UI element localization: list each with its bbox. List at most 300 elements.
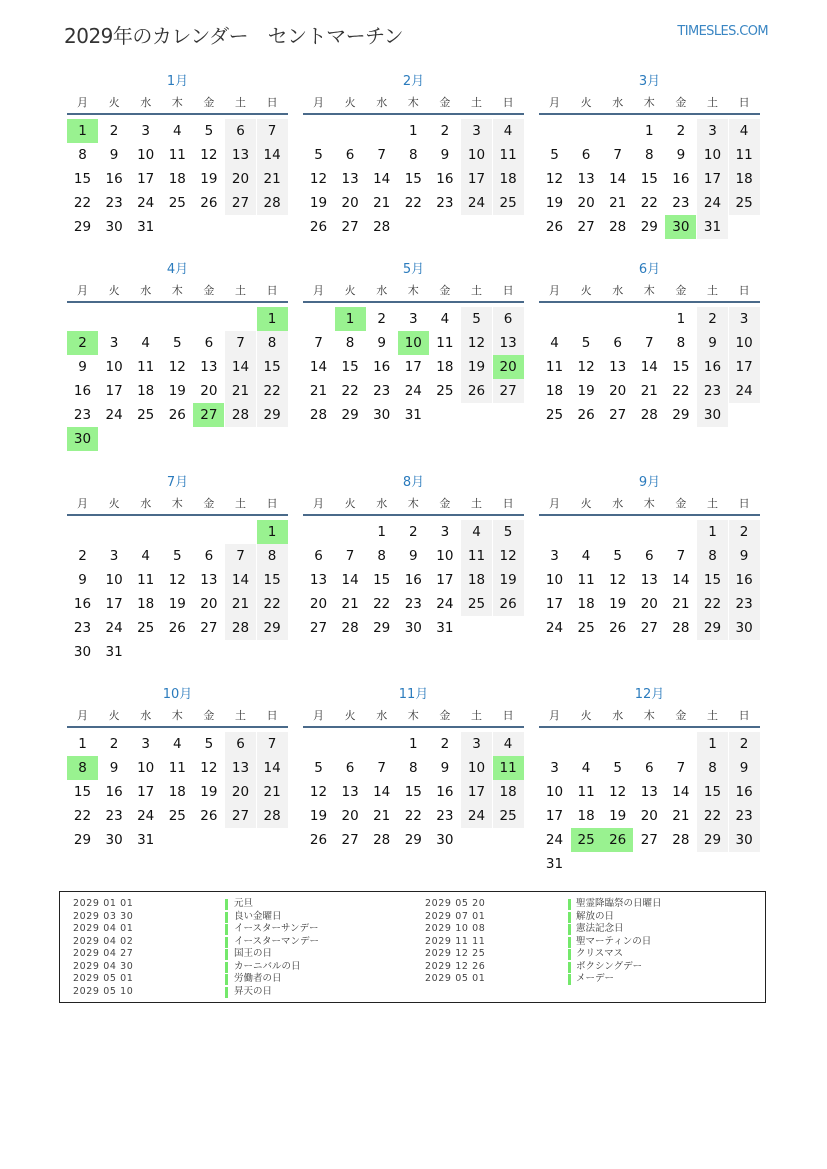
holiday-name: イースターマンデー: [234, 935, 320, 947]
day-cell: 3: [550, 548, 559, 564]
day-cell: 5: [173, 335, 182, 351]
day-cell: 19: [545, 195, 564, 211]
day-cell: 23: [729, 804, 760, 828]
holiday-marker: [225, 899, 228, 910]
day-cell: 27: [640, 620, 658, 636]
day-cell: 30: [105, 219, 123, 235]
day-cell: 18: [545, 383, 564, 399]
day-cell: 21: [373, 195, 391, 211]
holiday-date: 2029 04 01: [73, 923, 134, 934]
day-cell: 4: [141, 548, 150, 564]
day-cell: 19: [200, 784, 218, 800]
holiday-name: ボクシングデー: [576, 960, 643, 972]
day-cell: 4: [461, 520, 492, 544]
day-cell: 8: [377, 548, 386, 564]
day-cell: 8: [645, 147, 654, 163]
holiday-date: 2029 05 20: [425, 898, 486, 909]
weekday-label: 日: [266, 284, 278, 297]
weekday-label: 日: [502, 96, 514, 109]
day-cell: 15: [73, 784, 92, 800]
day-cell: 25: [461, 592, 492, 616]
weekday-label: 日: [738, 284, 750, 297]
day-cell: 27: [225, 191, 256, 215]
day-cell: 23: [73, 407, 92, 423]
holiday-date: 2029 01 01: [73, 898, 134, 909]
day-cell: 20: [200, 383, 218, 399]
day-cell: 17: [729, 355, 760, 379]
day-cell: 6: [613, 335, 622, 351]
day-cell: 4: [440, 311, 450, 327]
holiday-marker: [568, 949, 571, 960]
day-cell: 30: [404, 620, 422, 636]
weekday-label: 水: [376, 284, 388, 297]
weekday-label: 水: [140, 96, 152, 109]
day-cell: 25: [545, 407, 564, 423]
header-rule: [303, 726, 524, 728]
day-cell: 20: [640, 808, 658, 824]
weekday-label: 土: [471, 497, 482, 510]
holiday-date: 2029 04 02: [73, 935, 134, 947]
day-cell: 14: [640, 359, 658, 375]
day-cell: 5: [550, 147, 559, 163]
day-cell: 21: [341, 596, 359, 612]
month-name: 4月: [166, 262, 189, 277]
day-cell: 21: [609, 195, 627, 211]
day-cell: 29: [697, 828, 728, 852]
day-cell: 20: [309, 596, 328, 612]
day-cell: 30: [697, 403, 728, 427]
day-cell: 30: [729, 616, 760, 640]
weekday-label: 月: [549, 709, 560, 722]
day-cell: 3: [109, 548, 119, 564]
day-cell: 12: [461, 331, 492, 355]
day-cell: 5: [314, 147, 323, 163]
weekday-label: 水: [612, 497, 624, 510]
holiday-marker: [225, 937, 228, 948]
site-link[interactable]: TIMESLES.COM: [677, 24, 768, 39]
day-cell: 3: [697, 119, 728, 143]
day-cell: 25: [168, 808, 186, 824]
day-cell: 28: [225, 403, 256, 427]
day-cell: 2: [697, 307, 728, 331]
day-cell: 26: [200, 195, 218, 211]
day-cell: 1: [697, 520, 728, 544]
weekday-header: [539, 283, 760, 299]
month-name: 6月: [638, 262, 661, 277]
weekday-label: 金: [675, 709, 687, 722]
holiday-day-cell: 1: [257, 520, 288, 544]
day-cell: 5: [314, 760, 323, 776]
day-cell: 8: [409, 760, 418, 776]
weekday-header: [303, 283, 524, 299]
day-cell: 1: [78, 736, 87, 752]
day-cell: 14: [309, 359, 328, 375]
weekday-label: 月: [549, 96, 560, 109]
holiday-name: カーニバルの日: [234, 960, 301, 972]
day-cell: 20: [609, 383, 627, 399]
day-cell: 18: [168, 784, 186, 800]
weekday-label: 金: [675, 96, 687, 109]
day-cell: 22: [672, 383, 690, 399]
day-cell: 19: [609, 596, 627, 612]
day-cell: 19: [168, 383, 186, 399]
day-cell: 31: [436, 620, 454, 636]
day-cell: 10: [105, 359, 123, 375]
weekday-label: 日: [738, 709, 750, 722]
day-cell: 6: [204, 335, 214, 351]
header-rule: [67, 113, 288, 115]
day-cell: 25: [577, 620, 595, 636]
day-cell: 14: [225, 355, 256, 379]
day-cell: 17: [137, 171, 155, 187]
day-cell: 9: [676, 147, 686, 163]
day-cell: 18: [168, 171, 186, 187]
day-cell: 15: [404, 784, 422, 800]
weekday-label: 火: [108, 497, 120, 510]
day-cell: 23: [672, 195, 690, 211]
day-cell: 29: [73, 832, 92, 848]
day-cell: 10: [461, 143, 492, 167]
day-cell: 20: [640, 596, 658, 612]
day-cell: 18: [729, 167, 760, 191]
day-cell: 5: [204, 736, 214, 752]
day-cell: 25: [729, 191, 760, 215]
day-cell: 15: [257, 568, 288, 592]
day-cell: 28: [373, 219, 391, 235]
day-cell: 21: [257, 167, 288, 191]
holiday-marker: [568, 937, 571, 948]
weekday-label: 土: [707, 709, 718, 722]
day-cell: 22: [640, 195, 658, 211]
weekday-label: 月: [313, 96, 324, 109]
day-cell: 19: [168, 596, 186, 612]
day-cell: 2: [729, 520, 760, 544]
weekday-label: 土: [235, 96, 246, 109]
day-cell: 1: [645, 123, 654, 139]
day-cell: 4: [581, 760, 591, 776]
holiday-day-cell: 20: [493, 355, 524, 379]
day-cell: 4: [493, 732, 524, 756]
day-cell: 13: [309, 572, 328, 588]
weekday-label: 金: [203, 709, 215, 722]
day-cell: 24: [461, 191, 492, 215]
holiday-marker: [568, 962, 571, 973]
day-cell: 17: [697, 167, 728, 191]
day-cell: 17: [461, 780, 492, 804]
day-cell: 24: [461, 804, 492, 828]
day-cell: 24: [137, 808, 155, 824]
header-rule: [67, 726, 288, 728]
day-cell: 12: [200, 147, 218, 163]
day-cell: 24: [697, 191, 728, 215]
day-cell: 4: [173, 123, 182, 139]
holiday-marker: [225, 974, 228, 985]
day-cell: 22: [341, 383, 359, 399]
day-cell: 11: [577, 572, 595, 588]
day-cell: 26: [309, 219, 328, 235]
day-cell: 8: [78, 147, 87, 163]
weekday-label: 木: [171, 284, 183, 297]
day-cell: 25: [137, 620, 155, 636]
day-cell: 23: [105, 808, 123, 824]
day-cell: 2: [440, 123, 450, 139]
month-name: 9月: [638, 475, 661, 490]
day-cell: 13: [577, 171, 595, 187]
day-cell: 28: [257, 804, 288, 828]
month-name: 8月: [402, 475, 425, 490]
day-cell: 19: [309, 808, 328, 824]
day-cell: 8: [257, 331, 288, 355]
weekday-label: 日: [266, 96, 278, 109]
weekday-label: 金: [439, 284, 451, 297]
day-cell: 27: [577, 219, 595, 235]
day-cell: 26: [609, 620, 627, 636]
day-cell: 28: [309, 407, 328, 423]
day-cell: 25: [493, 804, 524, 828]
weekday-label: 火: [344, 497, 356, 510]
day-cell: 31: [137, 219, 155, 235]
day-cell: 24: [545, 832, 564, 848]
weekday-label: 金: [439, 96, 451, 109]
weekday-label: 火: [108, 709, 120, 722]
day-cell: 13: [341, 784, 359, 800]
day-cell: 14: [257, 756, 288, 780]
day-cell: 9: [377, 335, 386, 351]
day-cell: 12: [545, 171, 564, 187]
holiday-day-cell: 26: [602, 828, 633, 852]
day-cell: 25: [137, 407, 155, 423]
day-cell: 16: [729, 568, 760, 592]
day-cell: 3: [461, 732, 492, 756]
day-cell: 7: [257, 119, 288, 143]
holiday-date: 2029 03 30: [73, 910, 134, 922]
day-cell: 8: [676, 335, 686, 351]
day-cell: 3: [550, 760, 559, 776]
day-cell: 28: [373, 832, 391, 848]
day-cell: 19: [200, 171, 218, 187]
holiday-day-cell: 10: [398, 331, 429, 355]
holiday-marker: [225, 962, 228, 973]
month-name: 10月: [162, 687, 193, 702]
day-cell: 14: [672, 784, 690, 800]
day-cell: 20: [341, 808, 359, 824]
day-cell: 12: [309, 171, 328, 187]
day-cell: 30: [73, 644, 92, 660]
day-cell: 1: [409, 736, 418, 752]
day-cell: 10: [105, 572, 123, 588]
weekday-header: [303, 708, 524, 724]
day-cell: 14: [672, 572, 690, 588]
weekday-label: 火: [108, 96, 120, 109]
day-cell: 7: [645, 335, 654, 351]
day-cell: 5: [493, 520, 524, 544]
holiday-name: 憲法記念日: [576, 923, 624, 934]
weekday-label: 月: [77, 284, 88, 297]
day-cell: 21: [640, 383, 658, 399]
day-cell: 4: [173, 736, 182, 752]
day-cell: 3: [141, 123, 150, 139]
day-cell: 10: [436, 548, 454, 564]
weekday-label: 水: [376, 497, 388, 510]
day-cell: 11: [545, 359, 564, 375]
weekday-label: 日: [502, 497, 514, 510]
holiday-name: 聖マーティンの日: [576, 935, 652, 947]
day-cell: 2: [78, 548, 87, 564]
weekday-label: 木: [407, 284, 419, 297]
day-cell: 9: [729, 756, 760, 780]
holiday-day-cell: 11: [493, 756, 524, 780]
day-cell: 27: [225, 804, 256, 828]
day-cell: 24: [729, 379, 760, 403]
weekday-label: 月: [313, 497, 324, 510]
holiday-date: 2029 12 25: [425, 948, 486, 959]
day-cell: 27: [309, 620, 328, 636]
day-cell: 6: [204, 548, 214, 564]
day-cell: 6: [345, 147, 355, 163]
day-cell: 6: [493, 307, 524, 331]
day-cell: 5: [581, 335, 591, 351]
day-cell: 11: [137, 359, 155, 375]
day-cell: 12: [168, 359, 186, 375]
weekday-label: 土: [235, 284, 246, 297]
weekday-label: 水: [140, 709, 152, 722]
weekday-label: 水: [376, 96, 388, 109]
holiday-name: クリスマス: [576, 948, 624, 959]
day-cell: 7: [225, 544, 256, 568]
weekday-label: 水: [376, 709, 388, 722]
day-cell: 23: [73, 620, 92, 636]
day-cell: 23: [436, 808, 454, 824]
day-cell: 2: [676, 123, 686, 139]
weekday-label: 土: [707, 96, 718, 109]
holiday-name: イースターサンデー: [234, 923, 319, 934]
weekday-label: 月: [77, 497, 88, 510]
day-cell: 29: [697, 616, 728, 640]
day-cell: 20: [225, 780, 256, 804]
weekday-label: 土: [235, 497, 246, 510]
day-cell: 15: [73, 171, 92, 187]
day-cell: 19: [461, 355, 492, 379]
day-cell: 16: [73, 383, 92, 399]
weekday-label: 木: [643, 284, 655, 297]
day-cell: 22: [257, 379, 288, 403]
weekday-header: [303, 496, 524, 512]
weekday-label: 日: [738, 497, 750, 510]
day-cell: 6: [225, 732, 256, 756]
day-cell: 22: [73, 808, 92, 824]
holiday-day-cell: 30: [67, 427, 98, 451]
day-cell: 13: [225, 143, 256, 167]
weekday-header: [539, 496, 760, 512]
weekday-header: [67, 708, 288, 724]
holiday-day-cell: 27: [193, 403, 224, 427]
holiday-date: 2029 04 30: [73, 960, 134, 972]
day-cell: 29: [373, 620, 391, 636]
holiday-name: 聖霊降臨祭の日曜日: [576, 898, 662, 909]
day-cell: 28: [341, 620, 359, 636]
day-cell: 10: [137, 147, 155, 163]
day-cell: 10: [729, 331, 760, 355]
weekday-label: 火: [344, 709, 356, 722]
day-cell: 21: [373, 808, 391, 824]
day-cell: 21: [257, 780, 288, 804]
day-cell: 8: [697, 544, 728, 568]
weekday-label: 金: [439, 709, 451, 722]
weekday-label: 土: [471, 284, 482, 297]
day-cell: 29: [672, 407, 690, 423]
day-cell: 2: [377, 311, 386, 327]
day-cell: 8: [409, 147, 418, 163]
day-cell: 23: [105, 195, 123, 211]
day-cell: 26: [545, 219, 564, 235]
weekday-label: 火: [580, 284, 592, 297]
day-cell: 5: [613, 760, 622, 776]
weekday-label: 金: [675, 284, 687, 297]
day-cell: 7: [377, 760, 386, 776]
day-cell: 29: [640, 219, 658, 235]
holiday-name: メーデー: [576, 973, 615, 984]
day-cell: 7: [314, 335, 323, 351]
holiday-date: 2029 11 11: [425, 935, 486, 947]
month-name: 2月: [402, 74, 425, 89]
day-cell: 5: [173, 548, 182, 564]
day-cell: 13: [341, 171, 359, 187]
weekday-label: 土: [707, 284, 718, 297]
month-name: 12月: [634, 687, 665, 702]
weekday-label: 木: [407, 709, 419, 722]
day-cell: 17: [545, 596, 564, 612]
day-cell: 27: [341, 219, 359, 235]
weekday-label: 木: [407, 96, 419, 109]
weekday-label: 金: [203, 497, 215, 510]
day-cell: 21: [672, 808, 690, 824]
day-cell: 26: [200, 808, 218, 824]
holiday-date: 2029 12 26: [425, 960, 486, 972]
day-cell: 26: [168, 620, 186, 636]
day-cell: 6: [581, 147, 591, 163]
day-cell: 31: [697, 215, 728, 239]
weekday-header: [539, 708, 760, 724]
day-cell: 24: [404, 383, 422, 399]
holiday-day-cell: 1: [67, 119, 98, 143]
day-cell: 16: [697, 355, 728, 379]
holiday-name: 良い金曜日: [234, 910, 282, 922]
weekday-label: 月: [313, 284, 324, 297]
day-cell: 28: [609, 219, 627, 235]
weekday-header: [303, 95, 524, 111]
day-cell: 19: [609, 808, 627, 824]
day-cell: 15: [697, 568, 728, 592]
holiday-name: 元旦: [234, 898, 254, 909]
day-cell: 23: [404, 596, 422, 612]
day-cell: 17: [137, 784, 155, 800]
day-cell: 12: [200, 760, 218, 776]
day-cell: 6: [345, 760, 355, 776]
day-cell: 17: [461, 167, 492, 191]
holiday-marker: [225, 987, 228, 998]
page-title: 2029年のカレンダー セントマーチン: [64, 24, 404, 48]
day-cell: 12: [577, 359, 595, 375]
day-cell: 9: [440, 147, 450, 163]
day-cell: 7: [613, 147, 622, 163]
day-cell: 10: [545, 784, 564, 800]
header-rule: [67, 301, 288, 303]
day-cell: 9: [409, 548, 418, 564]
day-cell: 9: [440, 760, 450, 776]
day-cell: 13: [493, 331, 524, 355]
weekday-label: 月: [549, 284, 560, 297]
weekday-label: 木: [643, 709, 655, 722]
